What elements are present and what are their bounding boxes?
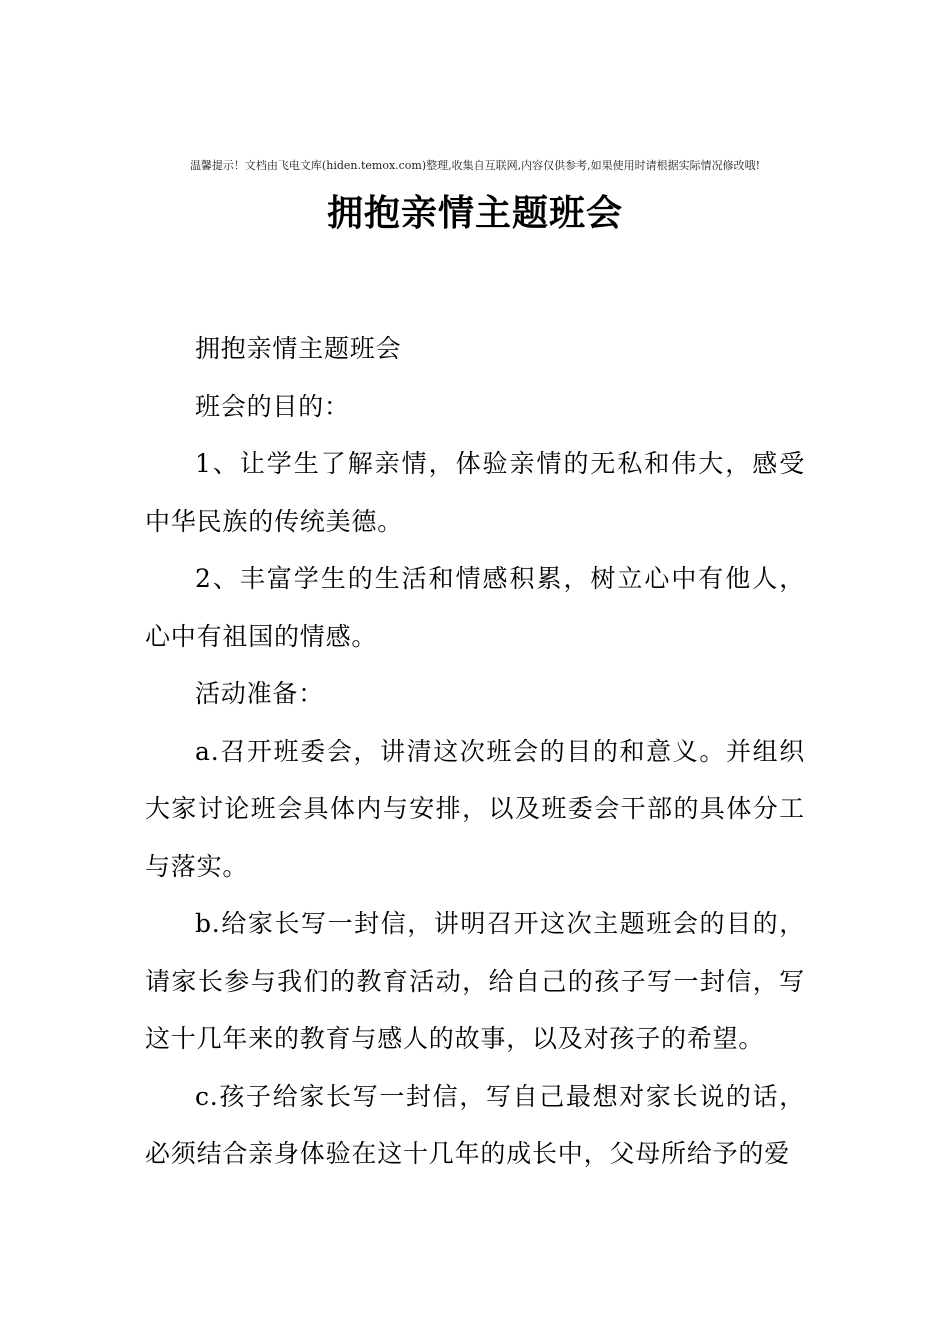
header-notice: 温馨提示！文档由飞电文库(hiden.temox.com)整理,收集自互联网,内容仅供参考,如果使用时请根据实际情况修改哦! [189,159,761,172]
paragraph-preparation-heading: 活动准备： [195,679,325,708]
paragraph-preparation-c: c.孩子给家长写一封信，写自己最想对家长说的话，必须结合亲身体验在这十几年的成长中，父母所给予的爱 [145,1081,805,1168]
paragraph-preparation-a: a.召开班委会，讲清这次班会的目的和意义。并组织大家讨论班会具体内与安排，以及班委会干部的具体分工与落实。 [145,736,805,881]
document-body [145,320,805,1183]
paragraph-purpose-2: 2、丰富学生的生活和情感积累，树立心中有他人，心中有祖国的情感。 [145,564,805,651]
document-title: 拥抱亲情主题班会 [326,193,623,234]
paragraph-subtitle: 拥抱亲情主题班会 [195,334,402,363]
paragraph-purpose-1: 1、让学生了解亲情，体验亲情的无私和伟大，感受中华民族的传统美德。 [145,449,805,536]
paragraph-purpose-heading: 班会的目的： [195,391,350,421]
paragraph-preparation-b: b.给家长写一封信，讲明召开这次主题班会的目的，请家长参与我们的教育活动，给自己的孩子写一封信，写这十几年来的教育与感人的故事，以及对孩子的希望。 [145,909,805,1053]
